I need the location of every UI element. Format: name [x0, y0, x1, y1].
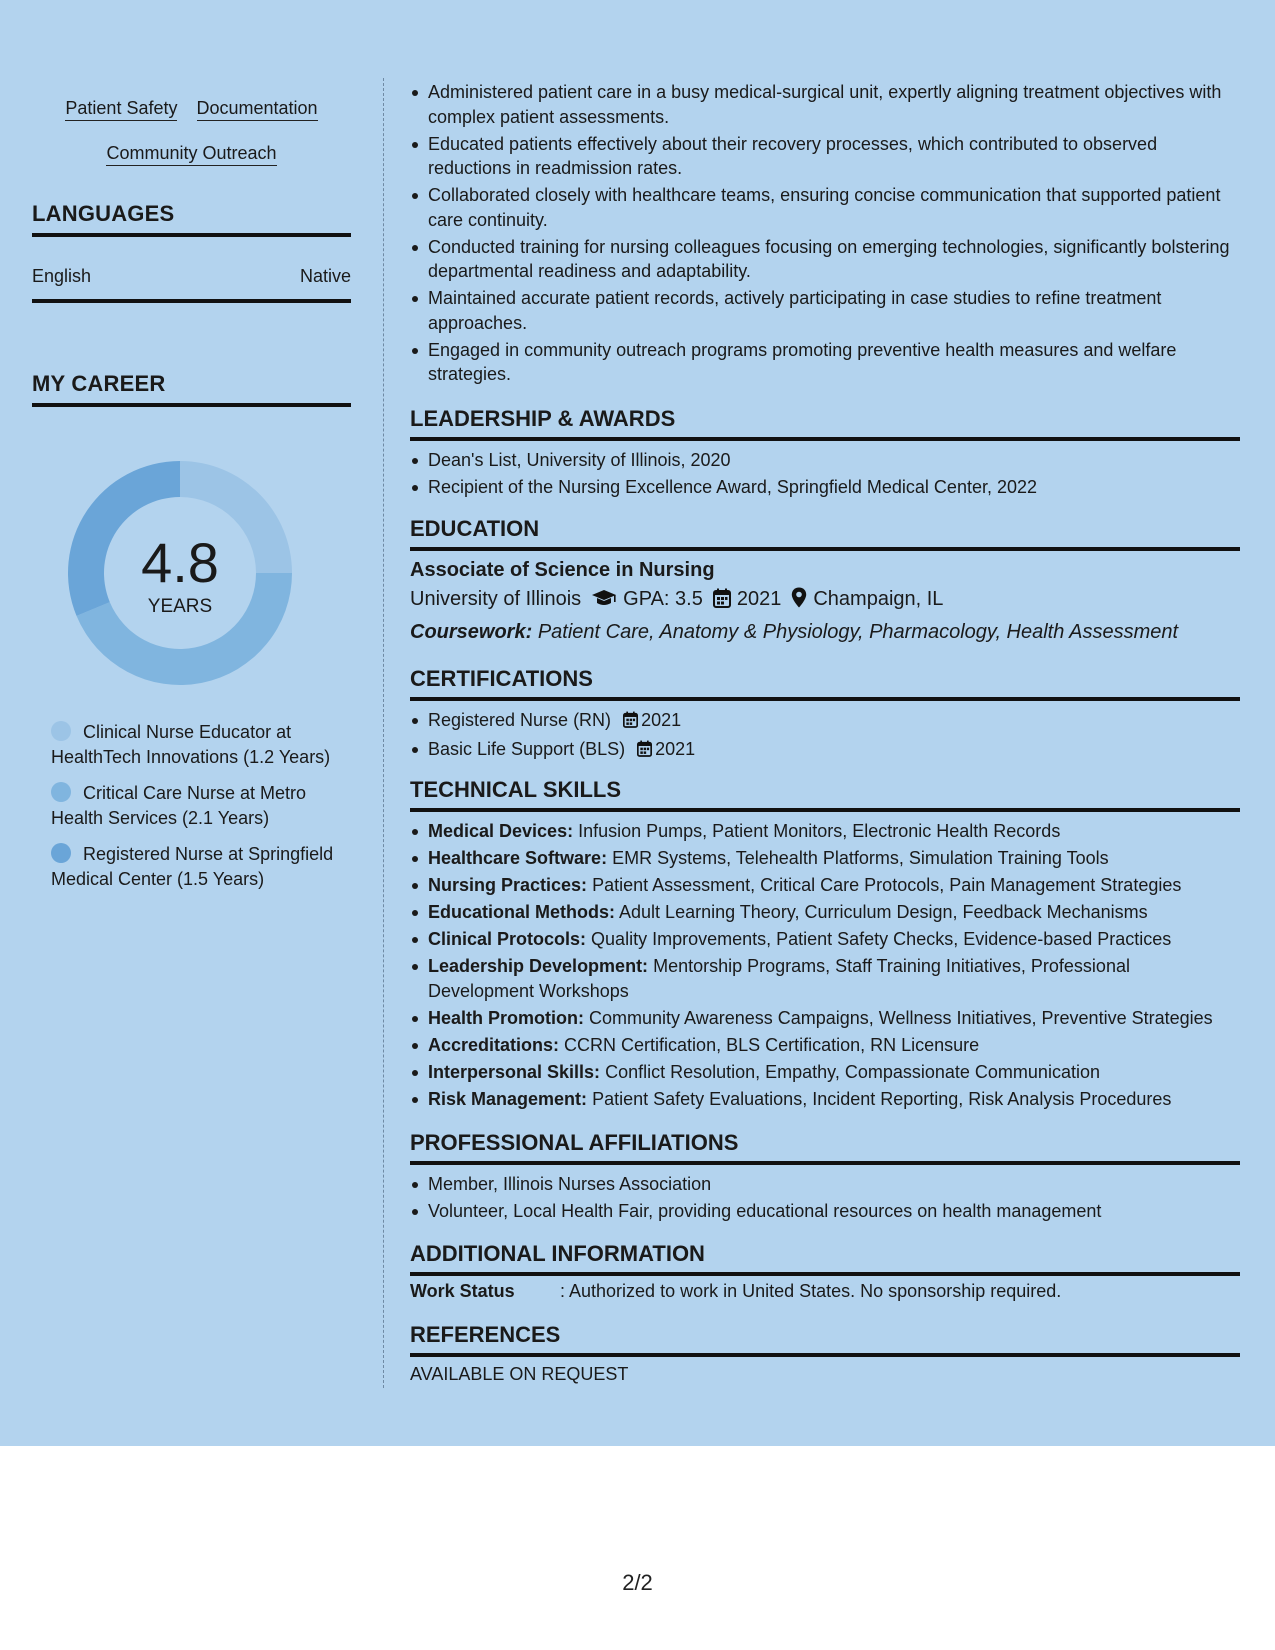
skill-label: Interpersonal Skills:: [428, 1061, 601, 1082]
skill-text: Community Awareness Campaigns, Wellness Initiatives, Preventive Strategies: [589, 1007, 1213, 1028]
skill-label: Educational Methods:: [428, 902, 616, 922]
skill-item: [410, 846, 1240, 871]
skill-tag: Patient Safety: [65, 97, 177, 121]
experience-bullet: Collaborated closely with healthcare teams, ensuring concise communication that supported patient care continuity.: [410, 183, 1240, 232]
education-coursework: [410, 617, 1240, 647]
certifications-list: [410, 708, 1240, 766]
graduation-cap-icon: [591, 587, 617, 617]
education-year: 2021: [736, 588, 782, 610]
career-legend: [51, 720, 336, 903]
coursework-label: Coursework:: [410, 621, 533, 643]
skill-label: Healthcare Software:: [428, 848, 608, 868]
skill-tag: Documentation: [197, 97, 318, 121]
language-name: English: [32, 266, 92, 286]
skill-tags: [32, 86, 351, 176]
location-pin-icon: [791, 587, 807, 617]
certification-year: 2021: [655, 739, 696, 759]
affiliation-item: Member, Illinois Nurses Association: [410, 1172, 1240, 1197]
language-rule: [32, 299, 351, 303]
education-degree: Associate of Science in Nursing: [410, 559, 715, 581]
skill-item: [410, 873, 1240, 898]
page-number: 2/2: [622, 1570, 653, 1595]
leadership-item: Recipient of the Nursing Excellence Award, Springfield Medical Center, 2022: [410, 475, 1240, 500]
calendar-icon: [713, 587, 731, 617]
leadership-list: [410, 448, 1240, 502]
certifications-heading: CERTIFICATIONS: [410, 666, 1240, 701]
skill-text: CCRN Certification, BLS Certification, RN Licensure: [564, 1034, 980, 1055]
experience-bullet: Educated patients effectively about their recovery processes, which contributed to observed reductions in readmission rates.: [410, 132, 1240, 181]
legend-dot: [51, 782, 71, 802]
work-status-label: Work Status: [410, 1281, 515, 1301]
certification-item: [410, 737, 1240, 764]
skill-text: Patient Safety Evaluations, Incident Reporting, Risk Analysis Procedures: [592, 1088, 1172, 1109]
education-details: [410, 584, 1240, 617]
leadership-item: Dean's List, University of Illinois, 2020: [410, 448, 1240, 473]
references-text: AVAILABLE ON REQUEST: [410, 1364, 629, 1384]
skill-label: Medical Devices:: [428, 821, 574, 841]
education-location: Champaign, IL: [813, 588, 944, 610]
experience-bullet: Conducted training for nursing colleagues focusing on emerging technologies, significantly bolstering departmental readiness and adaptability.: [410, 235, 1240, 284]
skill-item: [410, 900, 1240, 925]
additional-info-heading: ADDITIONAL INFORMATION: [410, 1241, 1240, 1276]
skill-text: Quality Improvements, Patient Safety Checks, Evidence-based Practices: [591, 929, 1172, 949]
skill-item: [410, 819, 1240, 844]
skill-label: Accreditations:: [428, 1034, 560, 1055]
affiliation-item: Volunteer, Local Health Fair, providing educational resources on health management: [410, 1199, 1240, 1224]
skill-label: Clinical Protocols:: [428, 929, 587, 949]
skill-text: Mentorship Programs, Staff Training Initiatives, Professional Development Workshops: [428, 956, 1130, 1001]
technical-skills-heading: TECHNICAL SKILLS: [410, 777, 1240, 812]
calendar-icon: [637, 739, 652, 764]
column-divider: [383, 78, 384, 1388]
certification-name: Basic Life Support (BLS): [428, 739, 626, 759]
experience-bullet: Maintained accurate patient records, actively participating in case studies to refine treatment approaches.: [410, 286, 1240, 335]
skill-text: EMR Systems, Telehealth Platforms, Simulation Training Tools: [612, 848, 1109, 868]
education-heading: EDUCATION: [410, 516, 1240, 551]
languages-heading: LANGUAGES: [32, 201, 351, 237]
legend-dot: [51, 721, 71, 741]
certification-name: Registered Nurse (RN): [428, 710, 612, 730]
skill-label: Nursing Practices:: [428, 875, 588, 895]
work-status-value: : Authorized to work in United States. No sponsorship required.: [560, 1281, 1062, 1301]
leadership-heading: LEADERSHIP & AWARDS: [410, 406, 1240, 441]
certification-item: [410, 708, 1240, 735]
skill-item: [410, 927, 1240, 952]
education-gpa: GPA: 3.5: [623, 588, 703, 610]
legend-item: [51, 842, 336, 891]
language-level: Native: [299, 266, 351, 286]
skill-item: [410, 954, 1240, 1003]
legend-dot: [51, 843, 71, 863]
calendar-icon: [623, 710, 638, 735]
legend-item: [51, 720, 336, 769]
skill-item: [410, 1006, 1240, 1031]
legend-label: Registered Nurse at Springfield Medical Center (1.5 Years): [51, 844, 334, 889]
skill-label: Leadership Development:: [428, 956, 649, 976]
language-row: [32, 266, 351, 287]
skill-item: [410, 1033, 1240, 1058]
legend-label: Critical Care Nurse at Metro Health Services (2.1 Years): [51, 783, 307, 828]
education-entry: [410, 556, 1240, 647]
skill-label: Risk Management:: [428, 1088, 588, 1109]
affiliations-list: [410, 1172, 1240, 1226]
career-total: 4.8: [141, 531, 219, 594]
education-school: University of Illinois: [410, 588, 582, 610]
references-heading: REFERENCES: [410, 1322, 1240, 1357]
certification-year: 2021: [641, 710, 682, 730]
skill-tag: Community Outreach: [106, 142, 276, 166]
experience-bullet: Administered patient care in a busy medical-surgical unit, expertly aligning treatment objectives with complex patient assessments.: [410, 80, 1240, 129]
experience-bullets: [410, 80, 1240, 389]
skill-label: Health Promotion:: [428, 1007, 584, 1028]
technical-skills-list: [410, 819, 1240, 1114]
skill-text: Adult Learning Theory, Curriculum Design, Feedback Mechanisms: [619, 902, 1148, 922]
career-unit: YEARS: [147, 596, 213, 617]
work-status-row: [410, 1281, 1240, 1302]
skill-item: [410, 1060, 1240, 1085]
skill-text: Conflict Resolution, Empathy, Compassionate Communication: [605, 1061, 1100, 1082]
skill-text: Infusion Pumps, Patient Monitors, Electronic Health Records: [578, 821, 1061, 841]
affiliations-heading: PROFESSIONAL AFFILIATIONS: [410, 1130, 1240, 1165]
coursework-text: Patient Care, Anatomy & Physiology, Pharmacology, Health Assessment: [537, 621, 1179, 643]
skill-text: Patient Assessment, Critical Care Protocols, Pain Management Strategies: [592, 875, 1182, 895]
career-heading: MY CAREER: [32, 371, 351, 407]
legend-label: Clinical Nurse Educator at HealthTech Innovations (1.2 Years): [51, 722, 331, 767]
skill-item: [410, 1087, 1240, 1112]
experience-bullet: Engaged in community outreach programs promoting preventive health measures and welfare strategies.: [410, 338, 1240, 387]
legend-item: [51, 781, 336, 830]
